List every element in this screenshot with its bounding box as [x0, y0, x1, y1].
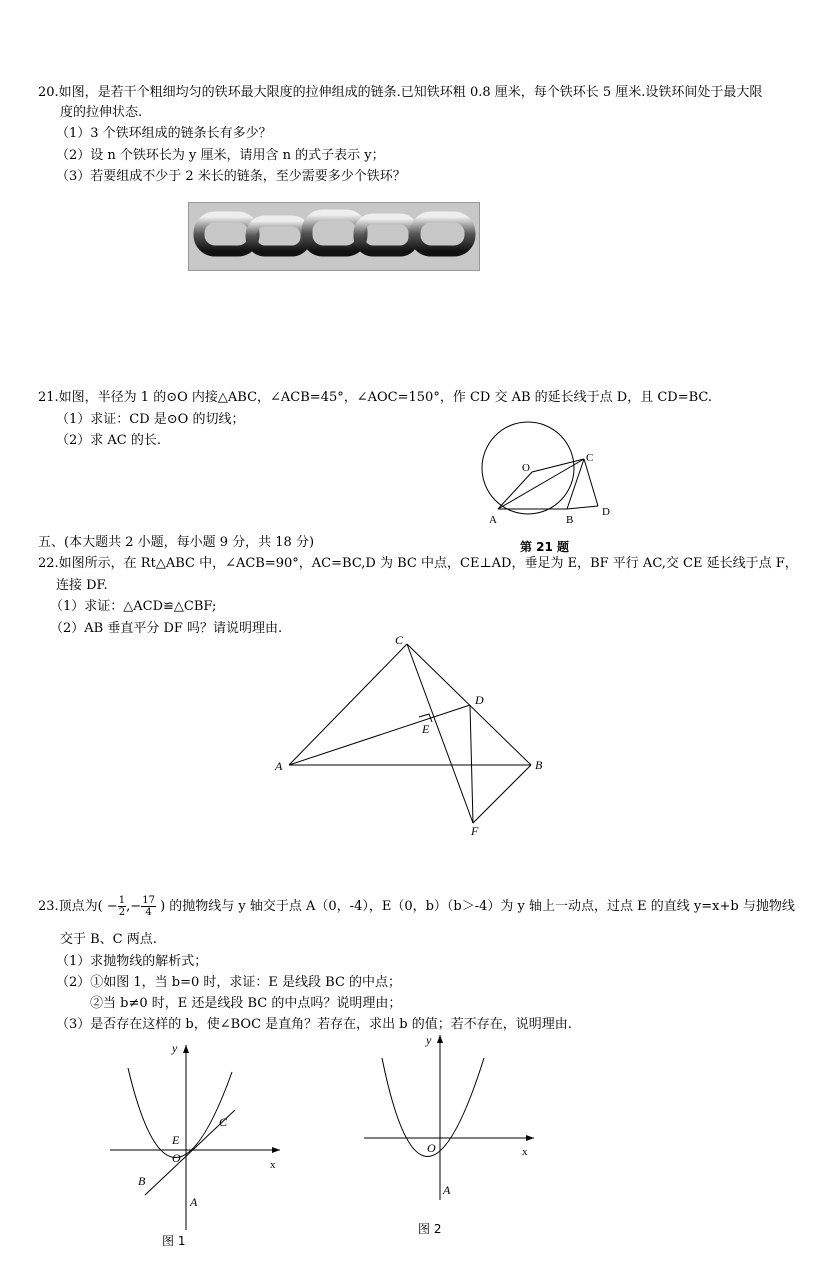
label-x: x [522, 1146, 528, 1158]
label-e: E [422, 722, 430, 736]
chain-image [188, 202, 480, 271]
label-d: D [475, 693, 484, 707]
q22-stem-line2: 连接 DF. [56, 578, 108, 593]
q23-part2a: （2）①如图 1，当 b=0 时，求证：E 是线段 BC 的中点； [56, 975, 402, 990]
q23-stem-suffix: ) 的抛物线与 y 轴交于点 A（0，-4），E（0，b）（b＞-4）为 y 轴上一动点，过点 E 的直线 y=x+b 与抛物线 [160, 899, 795, 914]
label-o: O [522, 462, 530, 474]
segment-oc [532, 459, 584, 472]
frac2-num: 17 [142, 895, 155, 906]
label-a: A [275, 759, 283, 773]
y-axis-arrow [183, 1045, 189, 1053]
q21-part1: （1）求证：CD 是⊙O 的切线； [56, 412, 245, 427]
frac2-den: 4 [145, 907, 152, 918]
q23-figure-1 [100, 1040, 300, 1240]
label-b: B [535, 758, 543, 772]
label-y: y [172, 1041, 178, 1055]
label-o: O [427, 1141, 436, 1155]
q20-part1: （1）3 个铁环组成的链条长有多少？ [56, 126, 272, 141]
q21-figure-caption: 第 21 题 [520, 540, 570, 554]
label-b: B [566, 514, 574, 526]
segment-bd [567, 506, 598, 509]
q23-figure-2 [360, 1030, 550, 1220]
q21-figure [470, 420, 630, 540]
x-axis-arrow [526, 1135, 534, 1141]
label-f: F [471, 824, 479, 838]
x-axis-arrow [272, 1147, 280, 1153]
segment-cb [567, 459, 584, 509]
label-y: y [426, 1033, 432, 1047]
segment-ad [289, 705, 470, 765]
q20-stem-line2: 度的拉伸状态. [60, 105, 143, 120]
q23-fig1-caption: 图 1 [162, 1234, 186, 1248]
frac1-den: 2 [118, 907, 126, 918]
segment-ao [498, 472, 532, 509]
segment-bf [473, 765, 531, 823]
label-e: E [172, 1133, 180, 1147]
label-o: O [172, 1151, 181, 1165]
q22-figure [265, 630, 555, 840]
q20-part3: （3）若要组成不少于 2 米长的链条，至少需要多少个铁环？ [56, 169, 406, 184]
label-a: A [489, 514, 497, 526]
frac1-num: 1 [118, 895, 126, 906]
label-c: C [395, 633, 404, 647]
q22-part2: （2）AB 垂直平分 DF 吗？请说明理由. [50, 621, 283, 636]
fraction-1 [118, 895, 126, 918]
q23-fig2-caption: 图 2 [418, 1222, 442, 1236]
q21-part2: （2）求 AC 的长. [56, 433, 162, 448]
y-axis-arrow [437, 1035, 443, 1043]
q20-part2: （2）设 n 个铁环长为 y 厘米，请用含 n 的式子表示 y； [56, 148, 385, 163]
segment-cf [407, 644, 473, 823]
fraction-2 [141, 895, 156, 918]
section5-heading: 五、(本大题共 2 小题，每小题 9 分，共 18 分) [38, 535, 315, 550]
q23-stem-line2: 交于 B、C 两点. [60, 932, 157, 947]
q23-stem-line1: 23.顶点为( − $\frac{1}{2}$ ,− $\frac{17}{4}$ ) 的抛物线与 y 轴交于点 A（0，-4），E（0，b）（b＞-4）为 y 轴上一动点，过点 E 的直线 y=x+b 与抛物线 [38, 895, 795, 918]
q22-part1: （1）求证：△ACD≌△CBF; [50, 599, 217, 614]
q23-part1: （1）求抛物线的解析式； [56, 954, 208, 969]
segment-ac [289, 644, 407, 765]
segment-cb [407, 644, 531, 765]
label-x: x [270, 1159, 276, 1171]
label-b: B [138, 1174, 146, 1188]
chain-links-drawing [189, 203, 479, 270]
q22-stem-line1: 22.如图所示，在 Rt△ABC 中，∠ACB=90°，AC=BC,D 为 BC 中点，CE⊥AD，垂足为 E，BF 平行 AC,交 CE 延长线于点 F， [38, 556, 798, 571]
q20-stem-line1: 20.如图，是若干个粗细均匀的铁环最大限度的拉伸组成的链条.已知铁环粗 0.8 厘米，每个铁环长 5 厘米.设铁环间处于最大限 [38, 85, 763, 100]
label-c: C [219, 1115, 228, 1129]
label-c: C [586, 452, 594, 464]
parabola [128, 1068, 232, 1158]
q23-part3: （3）是否存在这样的 b，使∠BOC 是直角？若存在，求出 b 的值；若不存在，说明理由. [56, 1017, 572, 1032]
q21-stem: 21.如图，半径为 1 的⊙O 内接△ABC，∠ACB=45°，∠AOC=150°，作 CD 交 AB 的延长线于点 D，且 CD=BC. [38, 390, 713, 405]
q23-part2b: ②当 b≠0 时，E 还是线段 BC 的中点吗？说明理由； [90, 996, 402, 1011]
label-a: A [443, 1183, 451, 1197]
label-a: A [190, 1195, 198, 1209]
q23-stem-prefix: 23.顶点为( [38, 899, 103, 914]
segment-df [470, 705, 473, 823]
segment-cd [584, 459, 598, 506]
label-d: D [602, 506, 610, 518]
